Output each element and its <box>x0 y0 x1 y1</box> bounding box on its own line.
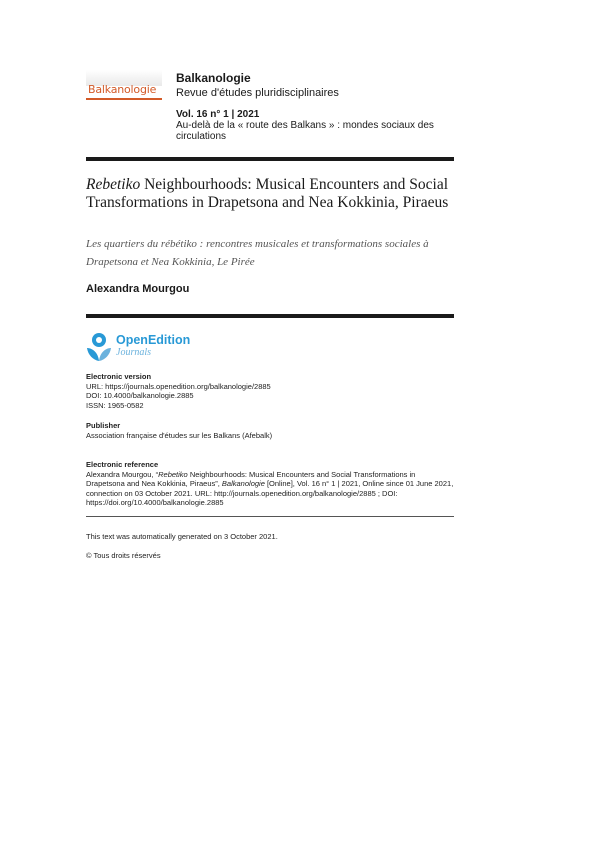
electronic-version-section <box>86 372 456 410</box>
openedition-wordmark <box>116 333 190 358</box>
logo-underline <box>86 98 162 100</box>
divider-middle <box>86 314 454 318</box>
rights-note: © Tous droits réservés <box>86 551 161 560</box>
electronic-reference-section <box>86 460 456 508</box>
electronic-version-url[interactable]: URL: https://journals.openedition.org/balkanologie/2885 <box>86 381 271 391</box>
reference-journal-italic: Balkanologie <box>221 479 265 488</box>
journal-subtitle: Revue d'études pluridisciplinaires <box>176 87 339 99</box>
electronic-version-doi[interactable]: DOI: 10.4000/balkanologie.2885 <box>86 391 194 400</box>
issue-number: Vol. 16 n° 1 | 2021 <box>176 109 260 120</box>
article-subtitle: Les quartiers du rébétiko : rencontres musicales et transformations sociales à Drapetsona et Nea Kokkinia, Le Pirée <box>86 238 429 268</box>
electronic-reference-heading: Electronic reference <box>86 460 159 469</box>
reference-title-italic: Rebetiko <box>158 469 188 479</box>
electronic-version-heading: Electronic version <box>86 372 152 381</box>
publisher-name: Association française d'études sur les Balkans (Afebalk) <box>86 430 273 440</box>
electronic-version-issn: ISSN: 1965-0582 <box>86 400 144 410</box>
journal-title: Balkanologie <box>176 71 251 85</box>
logo-text: Balkanologie <box>88 83 157 96</box>
openedition-flower-icon <box>86 332 112 362</box>
journal-header <box>176 71 339 100</box>
publisher-heading: Publisher <box>86 421 121 430</box>
divider-bottom <box>86 516 454 517</box>
article-author: Alexandra Mourgou <box>86 283 190 295</box>
reference-part-2: Neighbourhoods: Musical Encounters and Social Transformations in Drapetsona and Nea Kokkinia, Piraeus”, <box>86 469 416 488</box>
issue-info <box>176 109 456 142</box>
article-title-italic: Rebetiko <box>86 176 141 193</box>
reference-part-3: [Online], Vol. 16 n° 1 | 2021, Online since 01 June 2021, connection on 03 October 2021. URL: http://journals.openedition.org/balkanologie/2885 ; DOI: https://doi.org/10.4000/balkanologie.2885 <box>86 479 454 507</box>
openedition-name: OpenEdition <box>116 333 191 347</box>
openedition-logo[interactable] <box>86 332 206 362</box>
journal-logo <box>86 70 162 100</box>
article-title-rest: Neighbourhoods: Musical Encounters and Social Transformations in Drapetsona and Nea Kokkinia, Piraeus <box>86 176 449 211</box>
article-title <box>86 176 456 212</box>
generated-note: This text was automatically generated on 3 October 2021. <box>86 532 278 541</box>
issue-theme: Au-delà de la « route des Balkans » : mondes sociaux des circulations <box>176 120 434 142</box>
electronic-reference-text <box>86 470 456 508</box>
openedition-journals: Journals <box>116 347 151 358</box>
publisher-section <box>86 421 456 440</box>
divider-top <box>86 157 454 161</box>
reference-part-1: Alexandra Mourgou, “ <box>86 469 159 479</box>
